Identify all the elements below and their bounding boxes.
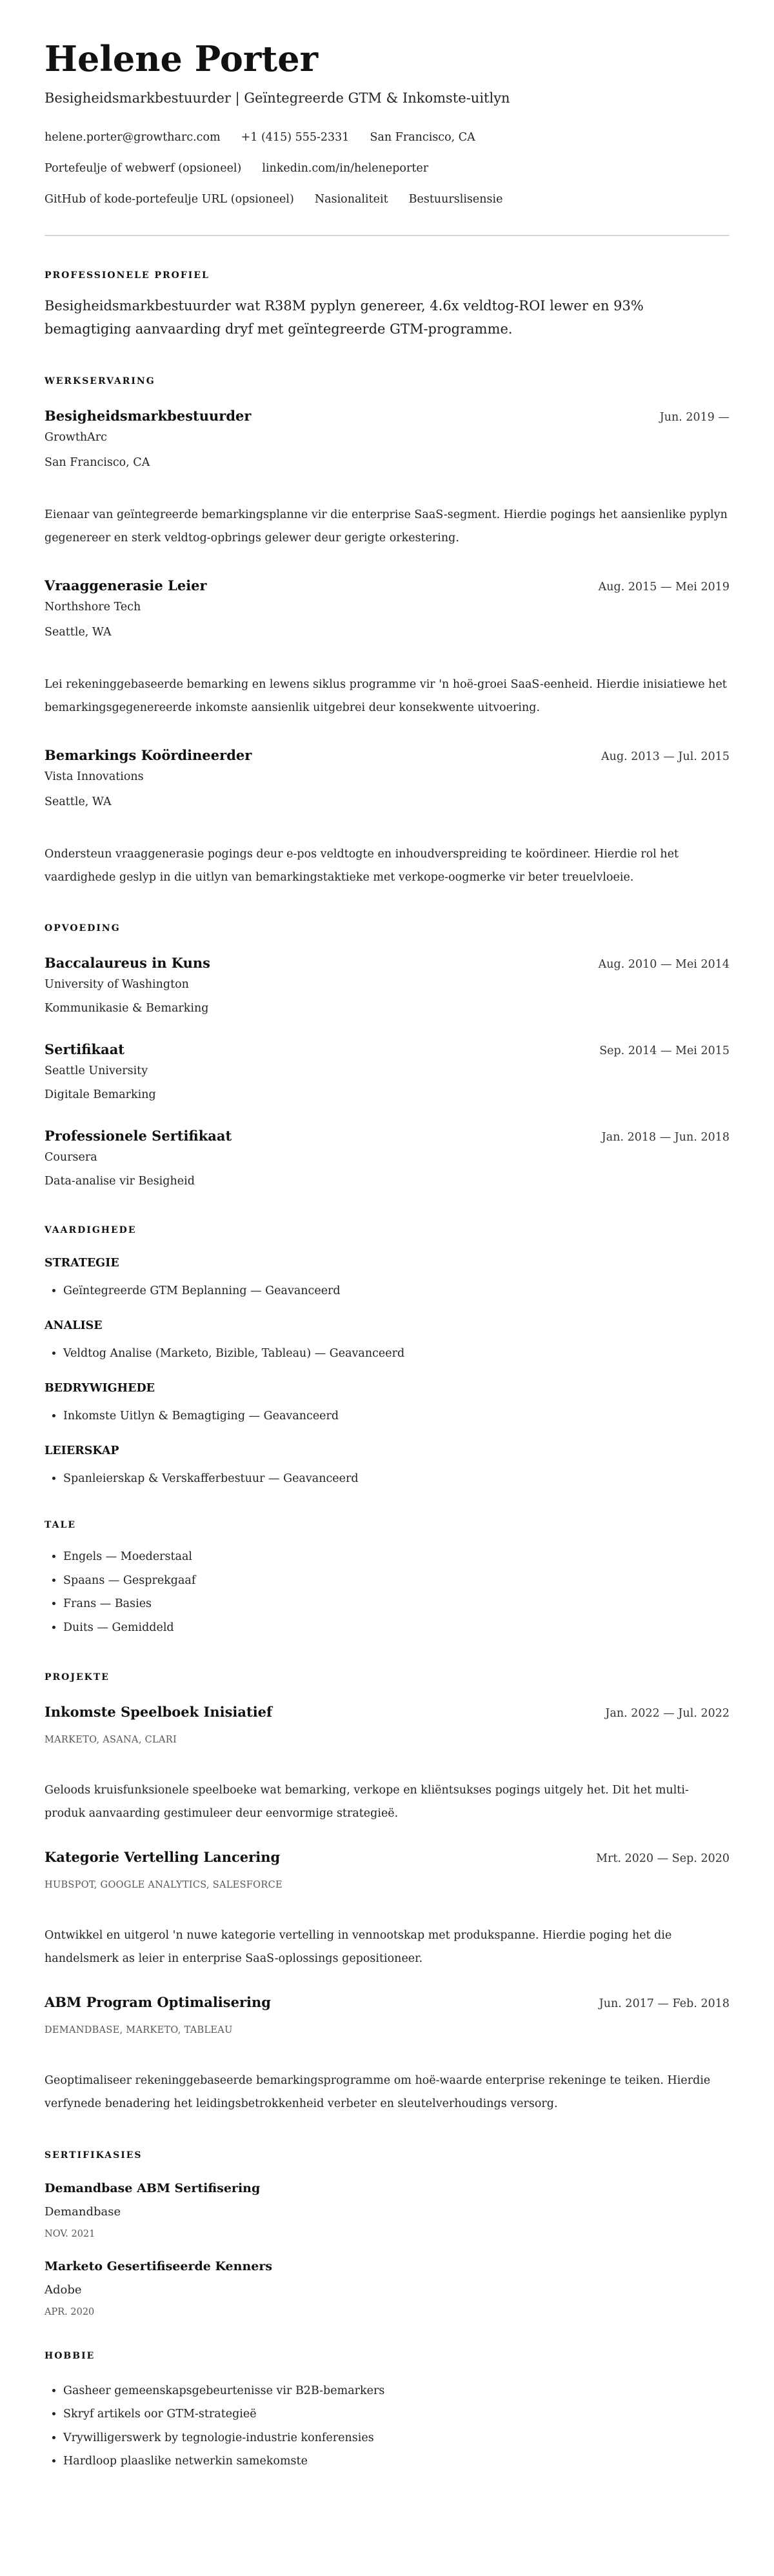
skill-item: • Veldtog Analise (Marketo, Bizible, Tableau) — Geavanceerd (63, 1344, 729, 1363)
project-description: Ontwikkel en uitgerol 'n nuwe kategorie vertelling in vennootskap met produkspanne. Hierdie poging het die handelsmerk as leier in enterprise SaaS-oplossings gepositioneer. (45, 1928, 672, 1966)
institution-name: University of Washington (45, 978, 189, 991)
certification-title: Demandbase ABM Sertifisering (45, 2181, 261, 2195)
experience-item (45, 575, 729, 719)
project-dates: Jun. 2017 — Feb. 2018 (599, 1997, 729, 2010)
section-heading: PROJEKTE (45, 1672, 110, 1682)
phone-link[interactable]: +1 (415) 555-2331 (241, 131, 350, 144)
language-item: • Duits — Gemiddeld (63, 1616, 729, 1640)
field-of-study: Kommunikasie & Bemarking (45, 1002, 209, 1015)
project-title: ABM Program Optimalisering (45, 1993, 271, 2010)
institution-name: Coursera (45, 1151, 97, 1164)
project-item (45, 1702, 729, 1826)
skill-category-name: BEDRYWIGHEDE (45, 1382, 155, 1395)
certifications-section (45, 2149, 729, 2319)
section-heading: OPVOEDING (45, 923, 121, 934)
skill-category (45, 1380, 729, 1425)
education-dates: Aug. 2010 — Mei 2014 (598, 958, 729, 971)
language-item: • Engels — Moederstaal (63, 1545, 729, 1569)
degree-title: Baccalaureus in Kuns (45, 955, 210, 971)
hobby-item: • Hardloop plaaslike netwerkin samekomste (63, 2450, 729, 2473)
drivers-license-text: Bestuurslisensie (408, 193, 503, 206)
project-tech-tags: HUBSPOT, GOOGLE ANALYTICS, SALESFORCE (45, 1879, 283, 1890)
job-title: Bemarkings Koördineerder (45, 747, 252, 763)
field-of-study: Digitale Bemarking (45, 1088, 156, 1101)
skills-section (45, 1224, 729, 1488)
projects-section (45, 1671, 729, 2116)
section-heading: VAARDIGHEDE (45, 1225, 137, 1235)
degree-title: Professionele Sertifikaat (45, 1128, 232, 1144)
contact-row (45, 159, 729, 178)
resume-header (45, 0, 729, 209)
project-item (45, 1847, 729, 1971)
profile-section (45, 269, 729, 341)
job-description: Eienaar van geïntegreerde bemarkingsplanne vir die enterprise SaaS-segment. Hierdie pogings het aansienlike pyplyn gegenereer en sterk veldtog-opbrings gelewer deur gerigte orkestering. (45, 508, 728, 544)
skill-category (45, 1255, 729, 1300)
certification-date: APR. 2020 (45, 2306, 95, 2317)
education-item (45, 1039, 729, 1104)
field-of-study: Data-analise vir Besigheid (45, 1175, 195, 1188)
project-dates: Mrt. 2020 — Sep. 2020 (596, 1852, 729, 1865)
skill-category-name: STRATEGIE (45, 1257, 119, 1270)
company-name: Vista Innovations (45, 770, 144, 783)
skill-category-name: ANALISE (45, 1319, 103, 1332)
language-item: • Frans — Basies (63, 1592, 729, 1616)
company-name: GrowthArc (45, 431, 107, 444)
job-location: San Francisco, CA (45, 456, 150, 469)
skill-category (45, 1317, 729, 1363)
project-title: Inkomste Speelboek Inisiatief (45, 1703, 273, 1720)
section-heading: SERTIFIKASIES (45, 2150, 143, 2161)
experience-item (45, 406, 729, 550)
job-dates: Aug. 2015 — Mei 2019 (598, 581, 729, 594)
education-section (45, 922, 729, 1190)
job-title: Vraaggenerasie Leier (45, 577, 207, 594)
hobby-item: • Gasheer gemeenskapsgebeurtenisse vir B2B-bemarkers (63, 2379, 729, 2403)
contact-row (45, 128, 729, 147)
company-name: Northshore Tech (45, 601, 141, 614)
skill-category-name: LEIERSKAP (45, 1444, 119, 1457)
project-dates: Jan. 2022 — Jul. 2022 (605, 1706, 729, 1720)
certification-item (45, 2179, 729, 2241)
contact-row (45, 190, 729, 209)
education-dates: Jan. 2018 — Jun. 2018 (601, 1131, 729, 1144)
experience-section (45, 375, 729, 889)
certification-date: NOV. 2021 (45, 2228, 95, 2239)
project-description: Geoptimaliseer rekeninggebaseerde bemarkingsprogramme om hoë-waarde enterprise rekeninge te teiken. Hierdie verfynede benadering het leidingsbetrokkenheid verbeter en sleutelverhoudings versorg. (45, 2073, 711, 2111)
job-dates: Jun. 2019 — (659, 411, 729, 424)
skill-category (45, 1443, 729, 1488)
job-description: Lei rekeninggebaseerde bemarking en lewens siklus programme vir 'n hoë-groei SaaS-eenheid. Hierdie inisiatiewe het bemarkingsgegenereerde inkomste aansienlik uitgebrei deur konsekwente uitvoering. (45, 678, 727, 714)
degree-title: Sertifikaat (45, 1041, 125, 1057)
job-dates: Aug. 2013 — Jul. 2015 (601, 750, 729, 763)
project-description: Geloods kruisfunksionele speelboeke wat bemarking, verkope en kliëntsukses pogings uitgely het. Dit het multi-produk aanvaarding gestimuleer deur eenvormige strategieë. (45, 1783, 689, 1821)
hobby-item: • Vrywilligerswerk by tegnologie-industrie konferensies (63, 2426, 729, 2450)
headline: Besigheidsmarkbestuurder | Geïntegreerde GTM & Inkomste-uitlyn (45, 90, 510, 106)
section-heading: TALE (45, 1520, 77, 1530)
institution-name: Seattle University (45, 1064, 148, 1077)
job-title: Besigheidsmarkbestuurder (45, 408, 252, 424)
project-title: Kategorie Vertelling Lancering (45, 1848, 281, 1865)
experience-item (45, 745, 729, 889)
hobbies-section (45, 2350, 729, 2473)
education-item (45, 953, 729, 1017)
language-item: • Spaans — Gesprekgaaf (63, 1569, 729, 1593)
skill-item: • Geïntegreerde GTM Beplanning — Geavanceerd (63, 1282, 729, 1300)
profile-summary: Besigheidsmarkbestuurder wat R38M pyplyn genereer, 4.6x veldtog-ROI lewer en 93% bemagtiging aanvaarding dryf met geïntegreerde GTM-programme. (45, 298, 644, 337)
header-divider (45, 235, 729, 236)
project-tech-tags: DEMANDBASE, MARKETO, TABLEAU (45, 2024, 233, 2035)
hobby-item: • Skryf artikels oor GTM-strategieë (63, 2402, 729, 2426)
education-dates: Sep. 2014 — Mei 2015 (599, 1044, 729, 1057)
section-heading: WERKSERVARING (45, 376, 155, 386)
job-description: Ondersteun vraaggenerasie pogings deur e-pos veldtogte en inhoudverspreiding te koördineer. Hierdie rol het vaardighede geslyp in die uitlyn van bemarkingstaktieke met verkope-oogmerke vir beter treuelvloeie. (45, 848, 679, 884)
project-item (45, 1992, 729, 2116)
github-link[interactable]: GitHub of kode-portefeulje URL (opsioneel) (45, 193, 294, 206)
project-tech-tags: MARKETO, ASANA, CLARI (45, 1734, 177, 1745)
linkedin-link[interactable]: linkedin.com/in/heleneporter (262, 162, 429, 175)
job-location: Seattle, WA (45, 626, 112, 639)
nationality-text: Nasionaliteit (314, 193, 388, 206)
certification-title: Marketo Gesertifiseerde Kenners (45, 2259, 273, 2273)
location-text: San Francisco, CA (370, 131, 475, 144)
skill-item: • Inkomste Uitlyn & Bemagtiging — Geavanceerd (63, 1407, 729, 1425)
certification-issuer: Demandbase (45, 2204, 121, 2219)
portfolio-link[interactable]: Portefeulje of webwerf (opsioneel) (45, 162, 242, 175)
section-heading: PROFESSIONELE PROFIEL (45, 270, 210, 281)
certification-item (45, 2257, 729, 2319)
candidate-name: Helene Porter (45, 38, 319, 79)
education-item (45, 1126, 729, 1190)
certification-issuer: Adobe (45, 2282, 82, 2297)
skill-item: • Spanleierskap & Verskafferbestuur — Geavanceerd (63, 1470, 729, 1488)
languages-section (45, 1519, 729, 1640)
email-link[interactable]: helene.porter@growtharc.com (45, 131, 221, 144)
job-location: Seattle, WA (45, 795, 112, 808)
section-heading: HOBBIE (45, 2350, 95, 2361)
